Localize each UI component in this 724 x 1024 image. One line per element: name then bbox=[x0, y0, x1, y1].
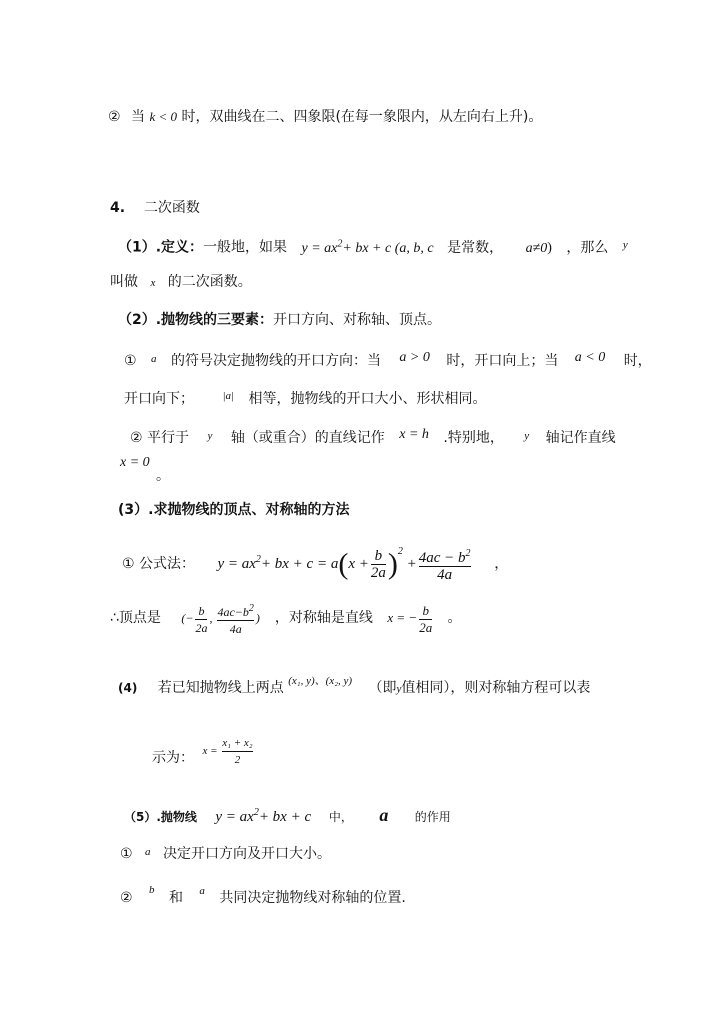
circled-number: ② bbox=[108, 109, 121, 125]
definition-line: （1）.定义：一般地，如果 $y = ax^2+$ bx + c (a, b, c 是常数， a≠0) ，那么 $^y$ bbox=[118, 238, 628, 256]
two-points-line: (4) 若已知抛物线上两点 $^{(x_1, y)、(x_2, y)}$ （即y值相同），则对称轴方程可以表 bbox=[118, 675, 591, 696]
item-2-line: ② 平行于 $^y$ 轴（或重合）的直线记作 x = h .特别地， $^y$ 轴记作直线 bbox=[130, 427, 616, 446]
quadratic-formula: $y = ax^2+$ bx + c (a, b, c bbox=[301, 238, 434, 256]
axis-formula: x = − $\frac{b}{2a}$ bbox=[387, 602, 433, 635]
role-a-line: ① $^a$ 决定开口方向及开口大小。 bbox=[120, 846, 331, 862]
method-heading: (3）.求抛物线的顶点、对称轴的方法 bbox=[118, 502, 350, 518]
role-b-line: ② $^b$ 和 $^a$ 共同决定抛物线对称轴的位置. bbox=[120, 884, 406, 906]
math-condition: k < 0 bbox=[149, 109, 178, 124]
symmetry-axis-formula: x = $\frac{\text{x₁ + x₂}}{2}$ bbox=[202, 736, 253, 766]
vertex-line: ∴顶点是 (− $\frac{b}{2a}$ , $\frac{4ac-b^2}{4a}$ ) ，对称轴是直线 x = − $\frac{b}{2a}$ 。 bbox=[110, 602, 462, 637]
vertex-coordinates: (− $\frac{b}{2a}$ , $\frac{4ac-b^2}{4a}$ ) bbox=[181, 603, 260, 637]
coefficient-role-line: （5）.抛物线 $y = ax^2+$ bx + c 中， a 的作用 bbox=[124, 805, 451, 825]
three-elements-line: （2）.抛物线的三要素：开口方向、对称轴、顶点。 bbox=[118, 312, 442, 328]
vertex-form-formula: $y = ax^2+$ bx + c = a(x + $\frac{b}{2a}$ )$^2$ + $\frac{4ac - b^2}{4a}$ bbox=[217, 546, 471, 584]
two-points-line-2: 示为： x = $\frac{\text{x₁ + x₂}}{2}$ bbox=[152, 736, 253, 766]
item-2-line-2: x = 0 bbox=[120, 455, 150, 470]
hyperbola-line: ② 当 k < 0 时，双曲线在二、四象限(在每一象限内，从左向右上升)。 bbox=[108, 109, 543, 125]
section-heading: 4. 二次函数 bbox=[110, 200, 200, 216]
item-1-line: ① $^a$ 的符号决定抛物线的开口方向：当 a > 0 时，开口向上；当 a < 0 时， bbox=[124, 350, 652, 369]
formula-method-line: ① 公式法： $y = ax^2+$ bx + c = a(x + $\frac{b}{2a}$ )$^2$ + $\frac{4ac - b^2}{4a}$ ， bbox=[122, 546, 509, 584]
definition-line-2: 叫做 x 的二次函数。 bbox=[110, 274, 252, 290]
item-1-line-2: 开口向下； $^{|a|}$ 相等，抛物线的开口大小、形状相同。 bbox=[124, 390, 487, 407]
